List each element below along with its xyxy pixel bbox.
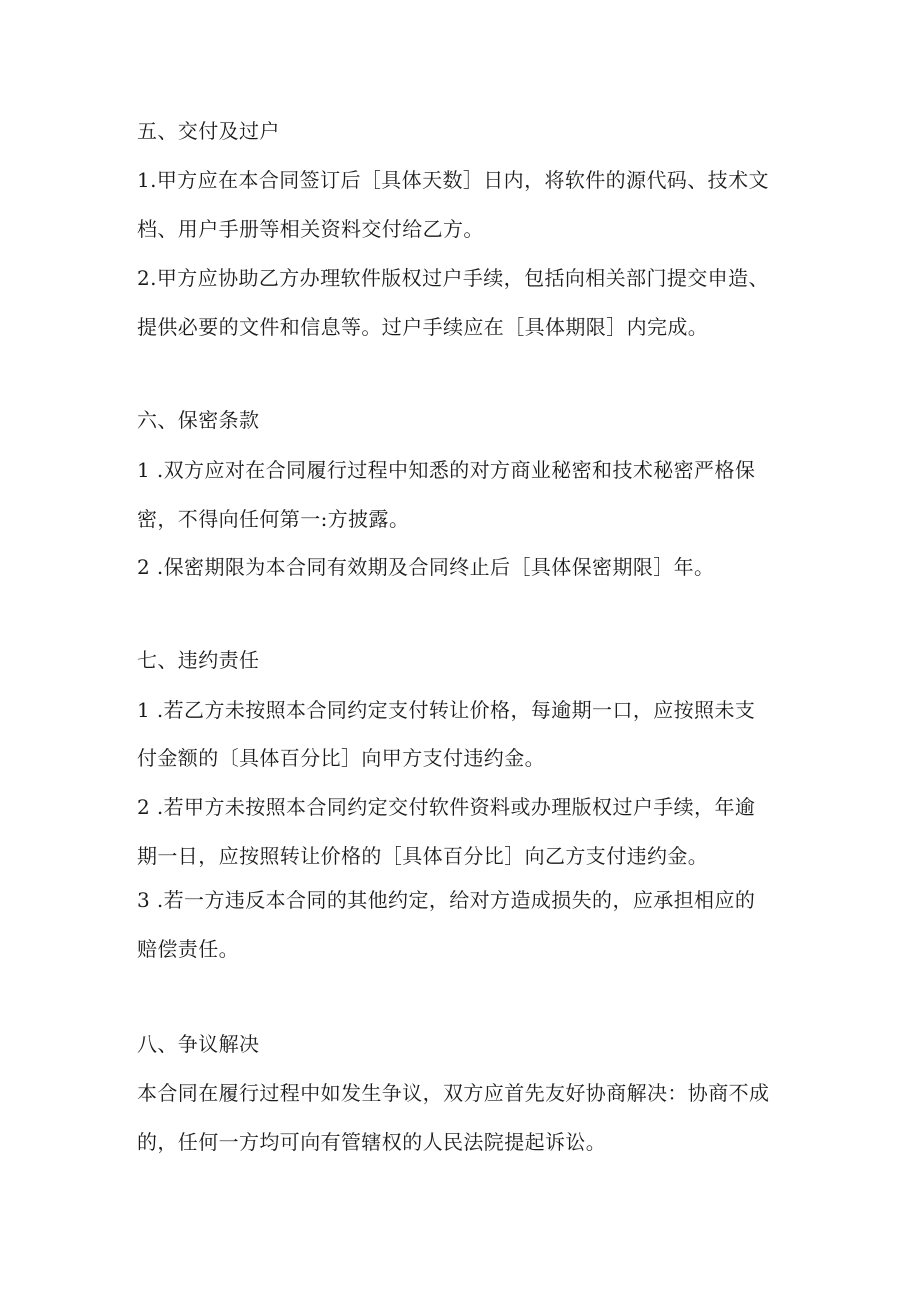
paragraph-line: 档、用户手册等相关资料交付给乙方。 (137, 217, 484, 241)
paragraph-line: 提供必要的文件和信息等。过户手续应在［具体期限］内完成。 (137, 315, 709, 339)
section-heading-delivery: 五、交付及过户 (137, 119, 280, 143)
section-heading-breach: 七、违约责任 (137, 648, 260, 672)
paragraph-line: 2 .保密期限为本合同有效期及合同终止后［具体保密期限］年。 (137, 555, 715, 579)
paragraph-line: 2.甲方应协助乙方办理软件版权过户手续，包括向相关部门提交申造、 (137, 266, 769, 290)
paragraph-line: 密，不得向任何第一:方披露。 (137, 507, 410, 531)
section-heading-dispute: 八、争议解决 (137, 1032, 260, 1056)
paragraph-line: 2 .若甲方未按照本合同约定交付软件资料或办理版权过户手续，年逾 (137, 795, 756, 819)
paragraph-line: 付金额的〔具体百分比］向甲方支付违约金。 (137, 746, 545, 770)
paragraph-line: 1 .若乙方未按照本合同约定支付转让价格，每逾期一口，应按照未支 (137, 698, 756, 722)
paragraph-line: 的，任何一方均可向有管辖权的人民法院提起诉讼。 (137, 1130, 607, 1154)
paragraph-line: 1.甲方应在本合同签订后［具体天数］日内，将软件的源代码、技术文 (137, 168, 769, 192)
paragraph-line: 本合同在履行过程中如发生争议，双方应首先友好协商解决：协商不成 (137, 1081, 770, 1105)
paragraph-line: 赔偿责任。 (137, 937, 239, 961)
paragraph-line: 期一日，应按照转让价格的［具体百分比］向乙方支付违约金。 (137, 844, 709, 868)
section-heading-confidentiality: 六、保密条款 (137, 408, 260, 432)
paragraph-line: 1 .双方应对在合同履行过程中知悉的对方商业秘密和技术秘密严格保 (137, 458, 756, 482)
paragraph-line: 3 .若一方违反本合同的其他约定，给对方造成损失的，应承担相应的 (137, 888, 756, 912)
